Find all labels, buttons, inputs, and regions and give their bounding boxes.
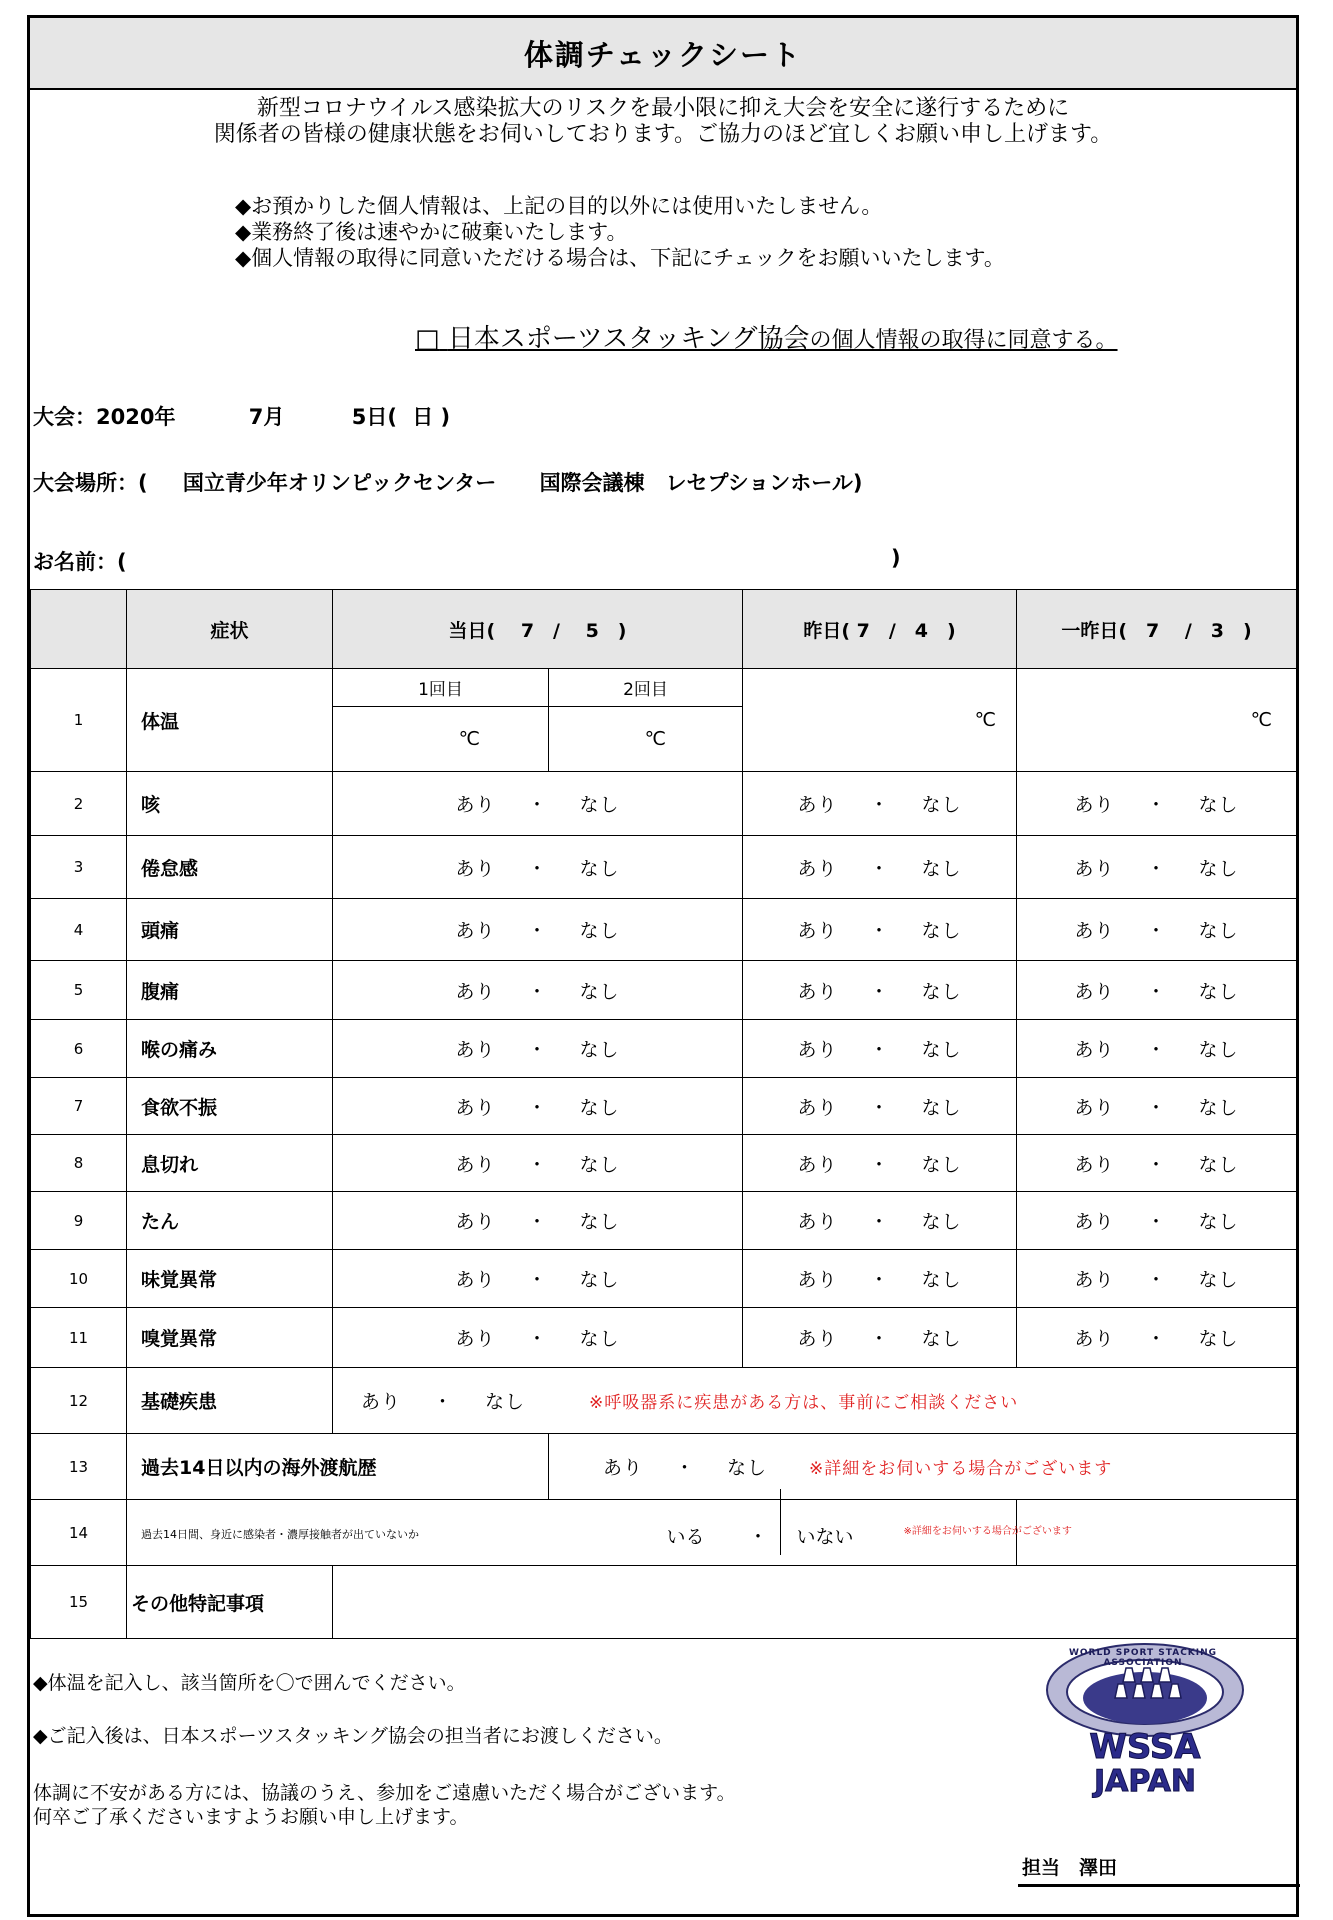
yesterday-choice[interactable] <box>743 1020 1017 1078</box>
intro-line-2: 関係者の皆様の健康状態をお伺いしております。ご協力のほど宜しくお願い申し上げます。 <box>213 122 1113 147</box>
footer-note-1: ◆体温を記入し、該当箇所を〇で囲んでください。 <box>33 1672 466 1694</box>
header-blank <box>31 590 127 669</box>
separator: ・ <box>869 1269 890 1291</box>
no-option[interactable]: なし <box>579 857 620 880</box>
row-number: 12 <box>31 1368 127 1434</box>
yesterday-choice[interactable] <box>743 1192 1017 1250</box>
symptom-label: 食欲不振 <box>127 1078 333 1135</box>
temp-day-before-cell[interactable] <box>1017 669 1297 772</box>
no-option[interactable]: なし <box>1198 1269 1239 1291</box>
footer-note-3: 体調に不安がある方には、協議のうえ、参加をご遠慮いただく場合がございます。 <box>33 1782 736 1804</box>
today-choice[interactable] <box>333 1192 743 1250</box>
no-option[interactable]: なし <box>579 920 620 942</box>
no-option[interactable]: なし <box>921 857 962 880</box>
today-choice[interactable] <box>333 1078 743 1135</box>
note-item: ◆お預かりした個人情報は、上記の目的以外には使用いたしません。 <box>235 194 883 218</box>
logo-japan: JAPAN <box>1094 1764 1196 1799</box>
yes-option[interactable]: あり <box>1074 1096 1115 1119</box>
separator: ・ <box>527 1153 548 1176</box>
logo-ring-text: WORLD SPORT STACKING ASSOCIATION <box>1068 1648 1218 1668</box>
name-field[interactable] <box>33 546 901 576</box>
today-choice[interactable] <box>333 772 743 836</box>
separator: ・ <box>1146 1269 1167 1291</box>
yes-option[interactable]: あり <box>797 794 838 816</box>
yes-option[interactable]: あり <box>1074 920 1115 942</box>
yes-option[interactable]: あり <box>797 857 838 880</box>
no-option[interactable]: なし <box>921 1328 962 1350</box>
row-number: 9 <box>31 1192 127 1250</box>
table-row <box>31 899 1297 961</box>
day-before-choice[interactable] <box>1017 1020 1297 1078</box>
table-row <box>31 961 1297 1020</box>
contact-cell[interactable] <box>127 1500 1072 1566</box>
separator: ・ <box>1146 1096 1167 1119</box>
day-before-choice[interactable] <box>1017 899 1297 961</box>
wssa-japan-logo <box>1040 1638 1250 1828</box>
table-row-travel <box>31 1434 1297 1500</box>
today-choice[interactable] <box>333 1020 743 1078</box>
separator: ・ <box>869 980 890 1003</box>
staff-name: 担当 澤田 <box>1022 1857 1118 1879</box>
no-option[interactable]: なし <box>579 980 620 1003</box>
event-month: 7月 <box>248 405 285 429</box>
row-number: 6 <box>31 1020 127 1078</box>
table-row <box>31 1135 1297 1192</box>
yesterday-choice[interactable] <box>743 1078 1017 1135</box>
header-today: 当日( 7 / 5 ) <box>333 590 743 669</box>
symptom-label: たん <box>127 1192 333 1250</box>
table-row-contact <box>31 1500 1297 1566</box>
separator: ・ <box>869 1211 890 1233</box>
separator: ・ <box>527 1039 548 1061</box>
separator: ・ <box>1146 1153 1167 1176</box>
no-option[interactable]: なし <box>579 1328 620 1350</box>
separator: ・ <box>1146 857 1167 880</box>
yes-option[interactable]: あり <box>603 1457 644 1479</box>
yesterday-choice[interactable] <box>743 1308 1017 1368</box>
separator: ・ <box>1146 1039 1167 1061</box>
separator: ・ <box>527 857 548 880</box>
row-number: 11 <box>31 1308 127 1368</box>
yes-option[interactable]: あり <box>455 1153 496 1176</box>
no-option[interactable]: なし <box>921 980 962 1003</box>
temp-second-cell[interactable] <box>549 707 743 772</box>
table-row-underlying <box>31 1368 1297 1434</box>
today-choice[interactable] <box>333 836 743 899</box>
table-row <box>31 1192 1297 1250</box>
no-option[interactable]: なし <box>921 794 962 816</box>
health-check-sheet <box>27 15 1299 1917</box>
separator: ・ <box>869 1328 890 1350</box>
yes-option[interactable]: あり <box>797 920 838 942</box>
note-item: ◆業務終了後は速やかに破棄いたします。 <box>235 220 628 244</box>
separator: ・ <box>527 1269 548 1291</box>
symptom-label: 息切れ <box>127 1135 333 1192</box>
no-option[interactable]: なし <box>1198 980 1239 1003</box>
event-place-room: 国際会議棟 レセプションホール) <box>539 471 863 495</box>
yesterday-choice[interactable] <box>743 1135 1017 1192</box>
day-before-choice[interactable] <box>1017 1250 1297 1308</box>
today-choice[interactable] <box>333 1308 743 1368</box>
consent-text: の個人情報の取得に同意する。 <box>809 328 1118 353</box>
row-number: 2 <box>31 772 127 836</box>
day-before-choice[interactable] <box>1017 1078 1297 1135</box>
no-option[interactable]: なし <box>485 1391 526 1413</box>
separator: ・ <box>1146 794 1167 816</box>
consent-line <box>415 318 1118 355</box>
footer-note-2: ◆ご記入後は、日本スポーツスタッキング協会の担当者にお渡しください。 <box>33 1725 673 1747</box>
yes-option[interactable]: あり <box>455 1269 496 1291</box>
yes-option[interactable]: あり <box>797 1269 838 1291</box>
yes-option[interactable]: あり <box>455 1096 496 1119</box>
separator: ・ <box>527 920 548 942</box>
no-option[interactable]: なし <box>921 1153 962 1176</box>
no-option[interactable]: なし <box>921 1039 962 1061</box>
separator: ・ <box>1146 1211 1167 1233</box>
logo-wssa: WSSA <box>1089 1727 1201 1767</box>
yes-option[interactable]: あり <box>455 1039 496 1061</box>
row-number: 7 <box>31 1078 127 1135</box>
row-number: 13 <box>31 1434 127 1500</box>
yes-option[interactable]: あり <box>1074 1211 1115 1233</box>
symptom-table <box>30 589 1297 1639</box>
separator: ・ <box>527 1328 548 1350</box>
symptom-label: 体温 <box>127 669 333 772</box>
separator: ・ <box>869 1096 890 1119</box>
yes-option[interactable]: あり <box>797 980 838 1003</box>
table-row <box>31 1078 1297 1135</box>
no-option[interactable]: なし <box>579 1153 620 1176</box>
row-number: 5 <box>31 961 127 1020</box>
yesterday-choice[interactable] <box>743 772 1017 836</box>
celsius-unit: ℃ <box>644 728 667 750</box>
no-option[interactable]: なし <box>727 1457 768 1479</box>
no-option[interactable]: なし <box>921 1096 962 1119</box>
separator: ・ <box>527 1211 548 1233</box>
temp-first-cell[interactable] <box>333 707 549 772</box>
day-before-choice[interactable] <box>1017 772 1297 836</box>
other-notes-input[interactable] <box>333 1566 1297 1639</box>
page-title: 体調チェックシート <box>30 18 1296 90</box>
today-choice[interactable] <box>333 899 743 961</box>
yes-option[interactable]: あり <box>797 1328 838 1350</box>
temp-first-label: 1回目 <box>333 669 549 707</box>
celsius-unit: ℃ <box>458 728 480 750</box>
separator: ・ <box>1146 1328 1167 1350</box>
separator: ・ <box>869 1039 890 1061</box>
header-day-before: 一昨日( 7 / 3 ) <box>1017 590 1297 669</box>
no-option[interactable]: なし <box>1198 1153 1239 1176</box>
separator: ・ <box>527 794 548 816</box>
symptom-label: 過去14日以内の海外渡航歴 <box>127 1434 549 1500</box>
today-choice[interactable] <box>333 1135 743 1192</box>
row-number: 8 <box>31 1135 127 1192</box>
separator: ・ <box>433 1391 454 1413</box>
name-label: お名前：( <box>33 550 127 574</box>
yesterday-choice[interactable] <box>743 836 1017 899</box>
no-option[interactable]: なし <box>921 920 962 942</box>
symptom-label: 基礎疾患 <box>127 1368 333 1434</box>
table-row <box>31 1020 1297 1078</box>
today-choice[interactable] <box>333 961 743 1020</box>
temp-yesterday-cell[interactable] <box>743 669 1017 772</box>
no-option[interactable]: なし <box>1198 857 1239 880</box>
temp-second-label: 2回目 <box>549 669 743 707</box>
separator: ・ <box>869 794 890 816</box>
no-option[interactable]: なし <box>1198 1039 1239 1061</box>
yes-option[interactable]: あり <box>1074 1328 1115 1350</box>
no-option[interactable]: なし <box>579 1039 620 1061</box>
separator: ・ <box>1146 920 1167 942</box>
underlying-choice[interactable] <box>333 1368 1297 1434</box>
contact-label: 過去14日間、身近に感染者・濃厚接触者が出ていないか <box>141 1528 419 1541</box>
day-before-choice[interactable] <box>1017 836 1297 899</box>
no-option[interactable]: なし <box>921 1269 962 1291</box>
celsius-unit: ℃ <box>1250 709 1273 731</box>
separator: ・ <box>1146 980 1167 1003</box>
note-item: ◆個人情報の取得に同意いただける場合は、下記にチェックをお願いいたします。 <box>235 246 1005 270</box>
yes-option[interactable]: あり <box>1074 1269 1115 1291</box>
contact-note: ※詳細をお伺いする場合がございます <box>903 1526 1072 1537</box>
row-number: 14 <box>31 1500 127 1566</box>
contact-yes[interactable]: いる <box>666 1526 705 1548</box>
no-option[interactable]: なし <box>579 794 620 816</box>
consent-checkbox[interactable]: □ <box>415 324 440 354</box>
name-close: ) <box>891 546 901 570</box>
no-option[interactable]: なし <box>1198 1211 1239 1233</box>
no-option[interactable]: なし <box>1198 1328 1239 1350</box>
symptom-label: 腹痛 <box>127 961 333 1020</box>
yesterday-choice[interactable] <box>743 961 1017 1020</box>
yes-option[interactable]: あり <box>1074 1039 1115 1061</box>
yes-option[interactable]: あり <box>797 1211 838 1233</box>
no-option[interactable]: なし <box>579 1096 620 1119</box>
separator: ・ <box>869 920 890 942</box>
underlying-note: ※呼吸器系に疾患がある方は、事前にご相談ください <box>589 1393 1019 1413</box>
header-yesterday: 昨日( 7 / 4 ) <box>743 590 1017 669</box>
separator: ・ <box>527 980 548 1003</box>
today-choice[interactable] <box>333 1250 743 1308</box>
table-header <box>31 590 1297 669</box>
yes-option[interactable]: あり <box>1074 794 1115 816</box>
symptom-label: 倦怠感 <box>127 836 333 899</box>
event-day: 5日( <box>351 405 397 429</box>
separator: ・ <box>869 857 890 880</box>
table-row-other <box>31 1566 1297 1639</box>
intro-line-1: 新型コロナウイルス感染拡大のリスクを最小限に抑え大会を安全に遂行するために <box>256 96 1070 121</box>
symptom-label: 咳 <box>127 772 333 836</box>
table-row <box>31 836 1297 899</box>
staff-underline <box>1018 1884 1300 1887</box>
separator: ・ <box>869 1153 890 1176</box>
table-row <box>31 1250 1297 1308</box>
no-option[interactable]: なし <box>1198 920 1239 942</box>
travel-note: ※詳細をお伺いする場合がございます <box>809 1459 1113 1479</box>
day-before-choice[interactable] <box>1017 1308 1297 1368</box>
yes-option[interactable]: あり <box>455 794 496 816</box>
yes-option[interactable]: あり <box>455 1328 496 1350</box>
yes-option[interactable]: あり <box>455 920 496 942</box>
row-number: 15 <box>31 1566 127 1639</box>
row-number: 3 <box>31 836 127 899</box>
separator: ・ <box>527 1096 548 1119</box>
no-option[interactable]: なし <box>1198 794 1239 816</box>
no-option[interactable]: なし <box>921 1211 962 1233</box>
event-date <box>33 401 450 431</box>
symptom-label: その他特記事項 <box>127 1566 333 1639</box>
consent-org: 日本スポーツスタッキング協会 <box>447 324 810 354</box>
event-place <box>33 467 862 497</box>
yes-option[interactable]: あり <box>1074 857 1115 880</box>
header-symptom: 症状 <box>127 590 333 669</box>
row-number: 1 <box>31 669 127 772</box>
contact-divider <box>780 1489 782 1555</box>
event-place-label: 大会場所：( <box>33 471 148 495</box>
footer-note-4: 何卒ご了承くださいますようお願い申し上げます。 <box>33 1806 469 1828</box>
privacy-notes <box>235 193 1005 271</box>
yes-option[interactable]: あり <box>797 1039 838 1061</box>
yes-option[interactable]: あり <box>455 1211 496 1233</box>
table-row-temp <box>31 669 1297 707</box>
yesterday-choice[interactable] <box>743 899 1017 961</box>
yes-option[interactable]: あり <box>361 1391 402 1413</box>
separator: ・ <box>675 1457 696 1479</box>
symptom-label: 喉の痛み <box>127 1020 333 1078</box>
yes-option[interactable]: あり <box>1074 980 1115 1003</box>
yes-option[interactable]: あり <box>797 1153 838 1176</box>
no-option[interactable]: なし <box>579 1211 620 1233</box>
yes-option[interactable]: あり <box>797 1096 838 1119</box>
yes-option[interactable]: あり <box>455 857 496 880</box>
row-number: 10 <box>31 1250 127 1308</box>
yes-option[interactable]: あり <box>455 980 496 1003</box>
celsius-unit: ℃ <box>974 709 997 731</box>
table-row <box>31 1308 1297 1368</box>
event-date-label: 大会：2020年 <box>33 405 176 429</box>
travel-choice[interactable] <box>549 1434 1297 1500</box>
row-number: 4 <box>31 899 127 961</box>
day-before-choice[interactable] <box>1017 961 1297 1020</box>
event-weekday: 日 ) <box>412 405 451 429</box>
day-before-choice[interactable] <box>1017 1192 1297 1250</box>
symptom-label: 味覚異常 <box>127 1250 333 1308</box>
no-option[interactable]: なし <box>579 1269 620 1291</box>
yes-option[interactable]: あり <box>1074 1153 1115 1176</box>
separator: ・ <box>748 1526 768 1548</box>
event-place-venue: 国立青少年オリンピックセンター <box>182 471 497 495</box>
no-option[interactable]: なし <box>1198 1096 1239 1119</box>
yesterday-choice[interactable] <box>743 1250 1017 1308</box>
intro-text <box>30 96 1296 148</box>
symptom-label: 頭痛 <box>127 899 333 961</box>
table-row <box>31 772 1297 836</box>
day-before-choice[interactable] <box>1017 1135 1297 1192</box>
symptom-label: 嗅覚異常 <box>127 1308 333 1368</box>
contact-no[interactable]: いない <box>796 1526 854 1548</box>
